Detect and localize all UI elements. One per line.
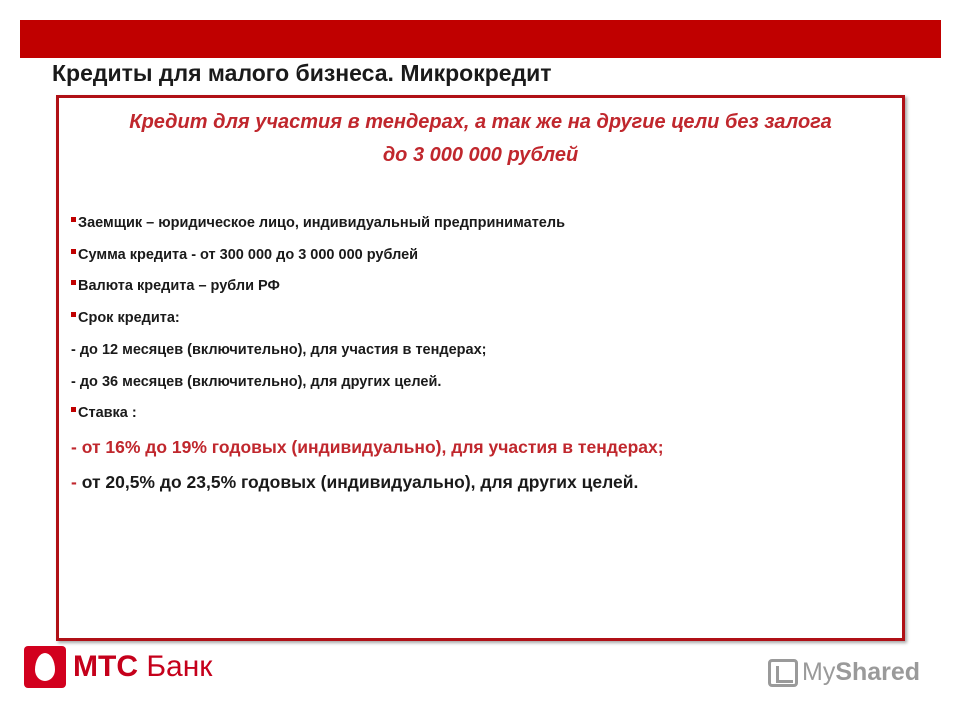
- headline-line-2: до 3 000 000 рублей: [382, 144, 579, 166]
- list-item-term-tenders: - до 12 месяцев (включительно), для участия в тендерах;: [71, 342, 487, 358]
- content-box: [56, 95, 905, 641]
- page-title: Кредиты для малого бизнеса. Микрокредит: [52, 60, 552, 86]
- watermark-my: My: [802, 658, 836, 686]
- list-item-term-other: - до 36 месяцев (включительно), для других целей.: [71, 374, 442, 390]
- headline: [59, 106, 902, 172]
- mts-bank-logo: [24, 646, 212, 688]
- list-item-borrower: Заемщик – юридическое лицо, индивидуальный предприниматель: [71, 215, 565, 231]
- list-item-term: Срок кредита:: [71, 310, 180, 326]
- logo-brand: МТС: [73, 650, 138, 683]
- bullet-icon: [71, 280, 76, 285]
- bullet-icon: [71, 312, 76, 317]
- headline-line-1: Кредит для участия в тендерах, а так же на другие цели без залога: [129, 111, 832, 133]
- bullet-icon: [71, 249, 76, 254]
- bullet-icon: [71, 217, 76, 222]
- bullet-icon: [71, 407, 76, 412]
- list-item-rate: Ставка :: [71, 405, 137, 421]
- rate-tenders: - от 16% до 19% годовых (индивидуально), для участия в тендерах;: [71, 437, 664, 457]
- list-item-currency: Валюта кредита – рубли РФ: [71, 278, 280, 294]
- mts-egg-icon: [24, 646, 66, 688]
- watermark-shared: Shared: [835, 658, 921, 686]
- presentation-icon: [768, 659, 798, 687]
- rate-other: - от 20,5% до 23,5% годовых (индивидуально), для других целей.: [71, 472, 639, 492]
- list-item-amount: Сумма кредита - от 300 000 до 3 000 000 рублей: [71, 247, 418, 263]
- myshared-watermark: [768, 658, 920, 687]
- top-red-bar: [20, 20, 941, 58]
- logo-bank: Банк: [146, 650, 213, 683]
